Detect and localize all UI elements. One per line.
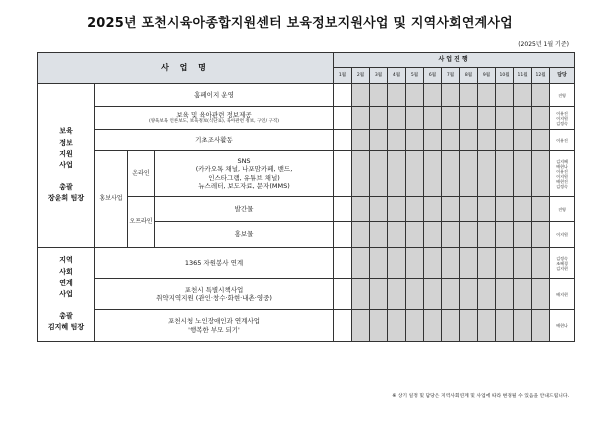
project-name [95,279,334,310]
month-cell [442,310,460,342]
project-name-text: 발간물 [234,204,254,213]
month-header: 5월 [406,68,424,84]
manager-cell: 이지원 [550,222,575,248]
month-cell [352,248,370,279]
month-cell [514,107,532,130]
month-header: 6월 [424,68,442,84]
manager-cell: 배지현 [550,279,575,310]
month-cell [388,222,406,248]
project-name [95,107,334,130]
month-cell [334,130,352,151]
project-name-text: 홈페이지 운영 [194,90,234,99]
month-cell [514,279,532,310]
header-progress: 사업진행 [334,53,575,68]
month-cell [442,248,460,279]
footnote: ※ 상기 일정 및 담당은 지역사회연계 및 사업에 따라 변경될 수 있음을 안내드립니다. [392,394,569,399]
month-cell [514,84,532,107]
manager-cell: 이유진 [550,130,575,151]
month-cell [514,222,532,248]
subgroup-promotion: 홍보사업 [95,151,128,248]
table-row [38,84,575,107]
month-cell [424,310,442,342]
month-cell [370,107,388,130]
month-header: 2월 [352,68,370,84]
project-name [155,151,334,197]
month-cell [370,310,388,342]
month-cell [460,279,478,310]
project-name-text: 보육 및 육아관련 정보제공 [176,111,252,120]
month-header: 4월 [388,68,406,84]
month-cell [442,197,460,222]
manager-cell: 김정숙 조혜경 김지현 [550,248,575,279]
basis-date: (2025년 1월 기준) [518,41,569,48]
month-cell [478,151,496,197]
month-cell [532,248,550,279]
month-cell [406,222,424,248]
month-cell [334,197,352,222]
month-cell [424,222,442,248]
month-cell [388,310,406,342]
month-cell [514,197,532,222]
month-cell [334,107,352,130]
header-project-name: 사 업 명 [38,53,334,84]
month-cell [514,310,532,342]
table-row [38,248,575,279]
month-cell [442,84,460,107]
manager-cell: 김지혜 배현나 이유진 이지원 배현진 김정숙 [550,151,575,197]
month-cell [370,279,388,310]
month-cell [370,197,388,222]
manager-cell: 진영 [550,84,575,107]
month-cell [496,130,514,151]
month-cell [424,151,442,197]
month-header: 12월 [532,68,550,84]
month-cell [496,151,514,197]
month-cell [460,197,478,222]
month-cell [352,197,370,222]
month-cell [478,248,496,279]
month-cell [496,107,514,130]
month-cell [496,197,514,222]
project-name [95,84,334,107]
month-cell [352,310,370,342]
project-name-text: SNS (카카오톡 채널, 나포맘카페, 밴드, 인스타그램, 유튜브 채널) 뉴스레터, 보도자료, 문자(MMS) [195,157,293,190]
month-header: 11월 [514,68,532,84]
month-cell [406,107,424,130]
month-cell [424,130,442,151]
category-label: 지역 사회 연계 사업 총괄 김지혜 팀장 [38,248,95,342]
month-cell [388,151,406,197]
manager-cell: 이유진 이지원 김정숙 [550,107,575,130]
month-cell [388,248,406,279]
month-cell [496,222,514,248]
month-header: 9월 [478,68,496,84]
month-cell [532,310,550,342]
project-detail: (양육보육 언론보도, 보육정보(식단표), 육아관련 정보, 구인/ 구직) [148,119,280,125]
table-row [38,310,575,342]
month-cell [478,279,496,310]
month-cell [460,310,478,342]
month-cell [442,222,460,248]
month-cell [352,222,370,248]
month-cell [478,310,496,342]
month-cell [532,84,550,107]
month-cell [424,84,442,107]
table-row [38,130,575,151]
project-name-text: 포천시 특별시책사업 취약지역지원 (관인·창수·화현·내촌·영중) [156,285,272,302]
month-cell [334,222,352,248]
month-cell [424,279,442,310]
month-cell [334,151,352,197]
month-cell [424,197,442,222]
month-cell [352,107,370,130]
month-cell [406,248,424,279]
month-cell [442,151,460,197]
month-cell [478,84,496,107]
month-cell [370,248,388,279]
table-row [38,107,575,130]
month-cell [388,197,406,222]
month-cell [532,151,550,197]
project-name [95,310,334,342]
month-cell [532,279,550,310]
header-manager: 담당 [550,68,575,84]
subgroup-offline: 오프라인 [128,197,155,248]
month-cell [334,279,352,310]
month-cell [370,130,388,151]
month-cell [370,84,388,107]
month-cell [532,197,550,222]
project-name-text: 홍보물 [234,230,254,239]
month-cell [514,130,532,151]
month-cell [388,107,406,130]
month-cell [442,130,460,151]
month-cell [460,222,478,248]
subgroup-online: 온라인 [128,151,155,197]
month-header: 10월 [496,68,514,84]
month-cell [352,84,370,107]
month-cell [406,130,424,151]
project-name [95,130,334,151]
month-cell [424,248,442,279]
month-cell [334,310,352,342]
month-cell [460,130,478,151]
table-row [38,151,575,197]
month-cell [460,84,478,107]
month-header: 1월 [334,68,352,84]
month-cell [478,130,496,151]
month-cell [496,279,514,310]
month-cell [334,248,352,279]
category-label: 보육 정보 지원 사업 총괄 장윤희 팀장 [38,84,95,248]
month-header: 8월 [460,68,478,84]
month-cell [406,84,424,107]
month-cell [388,84,406,107]
month-cell [460,107,478,130]
month-cell [460,248,478,279]
manager-cell: 진영 [550,197,575,222]
month-cell [406,279,424,310]
month-cell [370,151,388,197]
month-header: 3월 [370,68,388,84]
month-cell [532,107,550,130]
month-cell [352,130,370,151]
month-cell [370,222,388,248]
month-cell [388,130,406,151]
month-cell [532,130,550,151]
month-cell [388,279,406,310]
month-cell [478,197,496,222]
month-header: 7월 [442,68,460,84]
table-row [38,279,575,310]
month-cell [478,107,496,130]
month-cell [478,222,496,248]
project-name [95,248,334,279]
month-cell [406,151,424,197]
month-cell [442,279,460,310]
month-cell [496,310,514,342]
month-cell [496,84,514,107]
month-cell [532,222,550,248]
month-cell [334,84,352,107]
page-title: 2025년 포천시육아종합지원센터 보육정보지원사업 및 지역사회연계사업 [87,16,513,31]
month-cell [352,151,370,197]
project-name-text: 기초조사활동 [195,135,233,144]
month-cell [424,107,442,130]
month-cell [442,107,460,130]
month-cell [514,248,532,279]
project-name-text: 1365 자원봉사 연계 [184,258,244,267]
project-name [155,197,334,222]
project-name-text: 포천시청 노인장애인과 연계사업 '행복한 부모 되기' [167,317,261,334]
month-cell [352,279,370,310]
month-cell [406,197,424,222]
month-cell [406,310,424,342]
schedule-table [37,52,575,342]
month-cell [514,151,532,197]
month-cell [496,248,514,279]
manager-cell: 배현나 [550,310,575,342]
month-cell [460,151,478,197]
project-name [155,222,334,248]
